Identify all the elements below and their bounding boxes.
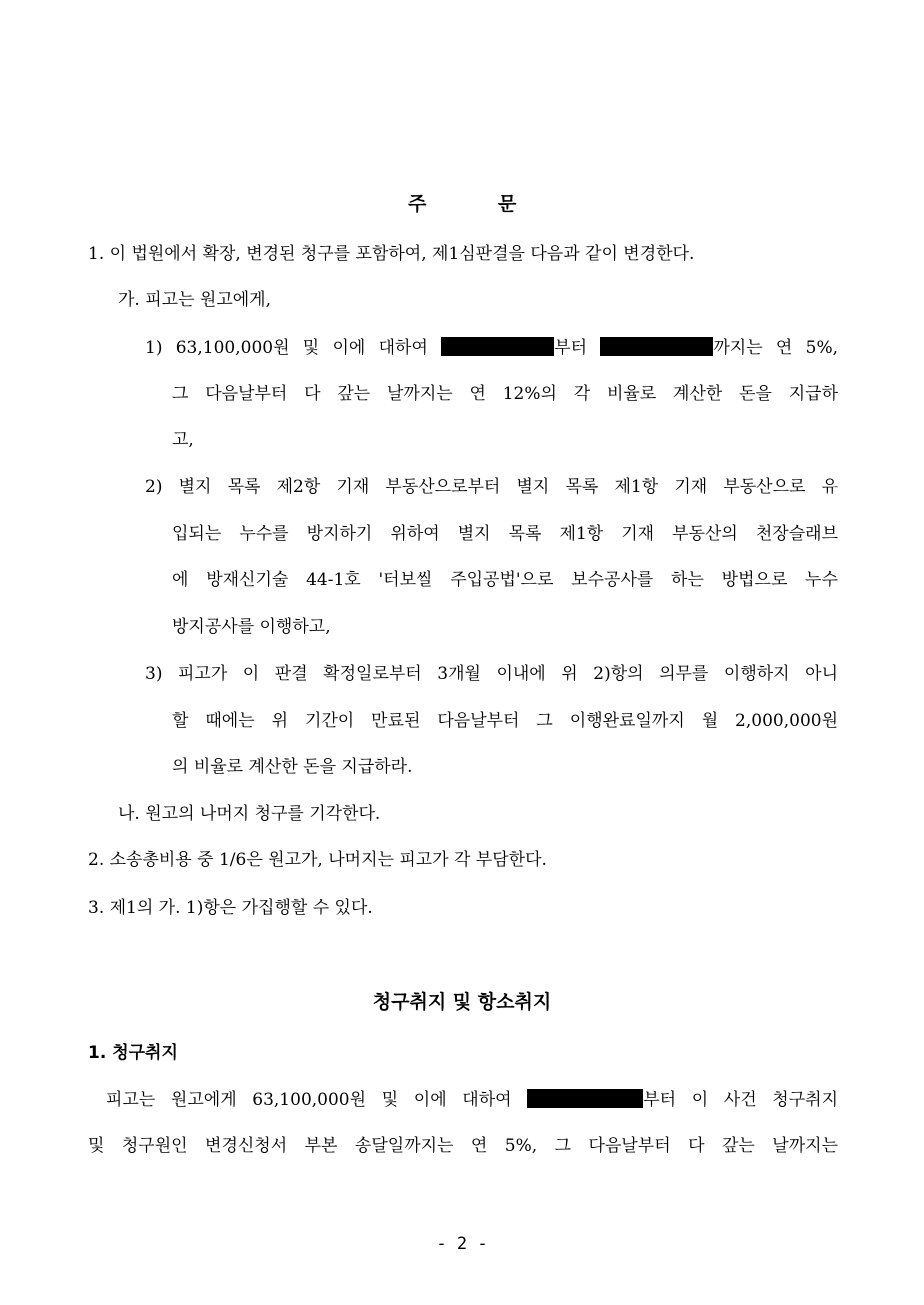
- order-item-1-ga: 가. 피고는 원고에게,: [118, 290, 271, 310]
- redaction-bar: [600, 337, 713, 356]
- order-sub-3-line-1: 3) 피고가 이 판결 확정일로부터 3개월 이내에 위 2)항의 의무를 이행하지 아니: [145, 664, 838, 684]
- claims-heading: 청구취지 및 항소취지: [372, 991, 552, 1013]
- order-sub-2-line-1: 2) 별지 목록 제2항 기재 부동산으로부터 별지 목록 제1항 기재 부동산으로 유: [145, 477, 838, 497]
- claims-text-b: 부터 이 사건 청구취지: [643, 1090, 838, 1110]
- claims-text-a: 피고는 원고에게 63,100,000원 및 이에 대하여: [106, 1090, 512, 1110]
- claims-sub-heading: 1. 청구취지: [88, 1043, 178, 1063]
- order-sub-2-line-2: 입되는 누수를 방지하기 위하여 별지 목록 제1항 기재 부동산의 천장슬래브: [172, 524, 838, 544]
- order-item-3: 3. 제1의 가. 1)항은 가집행할 수 있다.: [88, 898, 373, 918]
- order-heading-char-1: 주: [408, 193, 427, 215]
- claims-paragraph-line-1: [106, 1088, 838, 1112]
- order-sub-3-line-2: 할 때에는 위 기간이 만료된 다음날부터 그 이행완료일까지 월 2,000,000원: [172, 711, 838, 731]
- order-heading-char-2: 문: [498, 193, 517, 215]
- order-sub-1-text-b: 부터: [554, 338, 588, 358]
- order-sub-1-line-1: [145, 336, 838, 360]
- redaction-bar: [441, 337, 554, 356]
- order-item-1: 1. 이 법원에서 확장, 변경된 청구를 포함하여, 제1심판결을 다음과 같이 변경한다.: [88, 244, 695, 264]
- order-sub-1-text-a: 1) 63,100,000원 및 이에 대하여: [145, 338, 428, 358]
- page-number: - 2 -: [436, 1234, 488, 1254]
- claims-paragraph-line-2: 및 청구원인 변경신청서 부본 송달일까지는 연 5%, 그 다음날부터 다 갚는 날까지는: [88, 1136, 838, 1156]
- order-sub-3-line-3: 의 비율로 계산한 돈을 지급하라.: [172, 757, 413, 777]
- order-sub-1-line-2: 그 다음날부터 다 갚는 날까지는 연 12%의 각 비율로 계산한 돈을 지급하: [172, 384, 838, 404]
- redaction-bar: [527, 1089, 643, 1108]
- order-item-1-na: 나. 원고의 나머지 청구를 기각한다.: [118, 804, 381, 824]
- order-item-2: 2. 소송총비용 중 1/6은 원고가, 나머지는 피고가 각 부담한다.: [88, 850, 547, 870]
- order-sub-1-line-3: 고,: [172, 430, 194, 450]
- order-sub-2-line-3: 에 방재신기술 44-1호 '터보씰 주입공법'으로 보수공사를 하는 방법으로 누수: [172, 570, 838, 590]
- order-sub-2-line-4: 방지공사를 이행하고,: [172, 617, 331, 637]
- order-sub-1-text-c: 까지는 연 5%,: [713, 338, 839, 358]
